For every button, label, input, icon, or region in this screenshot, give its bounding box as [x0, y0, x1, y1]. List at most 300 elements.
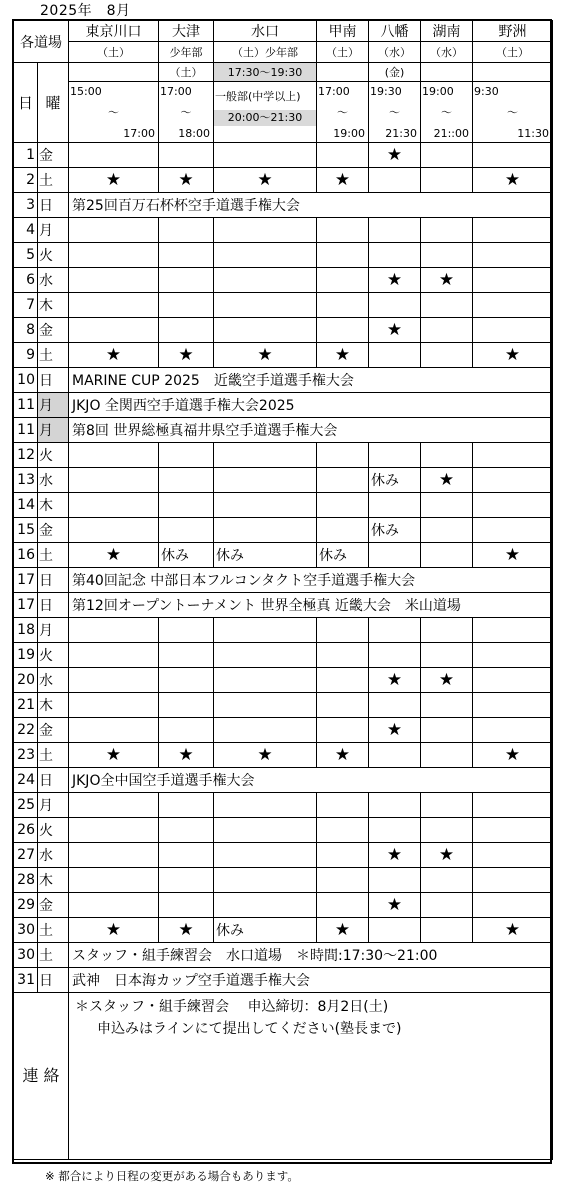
otsu-day: （土） [159, 63, 214, 82]
empty-cell [69, 243, 159, 268]
empty-cell [317, 693, 369, 718]
weekday: 金 [38, 893, 69, 918]
day-number: 16 [14, 543, 38, 568]
empty-cell [214, 818, 317, 843]
empty-cell [473, 843, 553, 868]
day-number: 4 [14, 218, 38, 243]
weekday: 水 [38, 268, 69, 293]
empty-cell [317, 893, 369, 918]
weekday: 水 [38, 468, 69, 493]
table-row [14, 568, 553, 593]
empty-cell [214, 493, 317, 518]
empty-cell [317, 293, 369, 318]
star-mark: ★ [69, 743, 159, 768]
empty-cell [214, 518, 317, 543]
day-number: 21 [14, 693, 38, 718]
weekday: 木 [38, 493, 69, 518]
day-number: 14 [14, 493, 38, 518]
contact-body [69, 993, 553, 1160]
weekday: 日 [38, 968, 69, 993]
table-row [14, 843, 553, 868]
empty-cell [214, 243, 317, 268]
day-header: 日 [14, 63, 38, 143]
day-number: 6 [14, 268, 38, 293]
empty-cell [369, 743, 421, 768]
empty-cell [214, 268, 317, 293]
day-number: 26 [14, 818, 38, 843]
event-cell: 第12回オープントーナメント 世界全極真 近畿大会 米山道場 [69, 593, 553, 618]
weekday: 日 [38, 368, 69, 393]
empty-cell [69, 643, 159, 668]
empty-cell [214, 868, 317, 893]
empty-cell [69, 268, 159, 293]
table-row [14, 793, 553, 818]
table-row [14, 468, 553, 493]
rest-note: 休み [369, 518, 421, 543]
empty-cell [69, 443, 159, 468]
dojo-day: 少年部 [159, 42, 214, 63]
table-row [14, 868, 553, 893]
weekday: 月 [38, 418, 69, 443]
dojo-name: 東京川口 [69, 21, 159, 42]
dojo-day: （土）少年部 [214, 42, 317, 63]
weekday: 日 [38, 768, 69, 793]
empty-cell [159, 818, 214, 843]
empty-cell [421, 518, 473, 543]
rest-note: 休み [159, 543, 214, 568]
footnote: ※ 都合により日程の変更がある場合もあります。 [45, 1169, 299, 1183]
rest-note: 休み [214, 918, 317, 943]
empty-cell [69, 693, 159, 718]
empty-cell [69, 668, 159, 693]
weekday: 月 [38, 793, 69, 818]
star-mark: ★ [369, 893, 421, 918]
contact-row [14, 993, 553, 1160]
weekday: 火 [38, 443, 69, 468]
dojo-day: （水） [369, 42, 421, 63]
weekday: 月 [38, 393, 69, 418]
empty-cell [214, 143, 317, 168]
empty-cell [473, 718, 553, 743]
empty-cell [214, 693, 317, 718]
empty-cell [159, 218, 214, 243]
weekday: 金 [38, 318, 69, 343]
table-row [14, 768, 553, 793]
empty-cell [317, 618, 369, 643]
empty-cell [214, 793, 317, 818]
table-row [14, 218, 553, 243]
table-row [14, 193, 553, 218]
dojo-name: 甲南 [317, 21, 369, 42]
empty-cell [159, 868, 214, 893]
empty-cell [473, 468, 553, 493]
empty-cell [69, 618, 159, 643]
empty-cell [369, 493, 421, 518]
weekday: 水 [38, 668, 69, 693]
weekday: 火 [38, 643, 69, 668]
day-number: 31 [14, 968, 38, 993]
table-row [14, 743, 553, 768]
star-mark: ★ [214, 168, 317, 193]
empty-cell [421, 643, 473, 668]
time-cell: 19:00 ～ 21::00 [421, 82, 473, 143]
empty-cell [159, 318, 214, 343]
empty-cell [317, 518, 369, 543]
table-row [14, 593, 553, 618]
empty-cell [369, 293, 421, 318]
empty-cell [159, 443, 214, 468]
empty-cell [317, 268, 369, 293]
day-number: 30 [14, 918, 38, 943]
day-number: 25 [14, 793, 38, 818]
empty-cell [69, 518, 159, 543]
table-row [14, 443, 553, 468]
empty-cell [369, 818, 421, 843]
empty-cell [69, 843, 159, 868]
empty-cell [69, 218, 159, 243]
star-mark: ★ [369, 718, 421, 743]
empty-cell [421, 918, 473, 943]
day-number: 24 [14, 768, 38, 793]
star-mark: ★ [473, 343, 553, 368]
empty-cell [473, 868, 553, 893]
empty-cell [421, 318, 473, 343]
empty-cell [214, 468, 317, 493]
empty-cell [159, 843, 214, 868]
empty-cell [369, 918, 421, 943]
day-number: 5 [14, 243, 38, 268]
empty-cell [317, 218, 369, 243]
day-number: 20 [14, 668, 38, 693]
day-number: 17 [14, 568, 38, 593]
event-cell: 武神 日本海カップ空手道選手権大会 [69, 968, 553, 993]
empty-cell [214, 668, 317, 693]
empty-cell [473, 518, 553, 543]
table-row [14, 918, 553, 943]
table-row [14, 268, 553, 293]
empty-cell [473, 218, 553, 243]
empty-cell [369, 618, 421, 643]
star-mark: ★ [369, 268, 421, 293]
dojo-name: 野洲 [473, 21, 553, 42]
empty-cell [421, 618, 473, 643]
weekday: 水 [38, 843, 69, 868]
day-number: 8 [14, 318, 38, 343]
empty-cell [317, 468, 369, 493]
table-row [14, 518, 553, 543]
star-mark: ★ [317, 743, 369, 768]
empty-cell [214, 318, 317, 343]
empty-cell [159, 618, 214, 643]
table-row [14, 393, 553, 418]
weekday: 土 [38, 743, 69, 768]
day-number: 10 [14, 368, 38, 393]
table-row [14, 168, 553, 193]
time-cell: 17:00 ～ 18:00 [159, 82, 214, 143]
star-mark: ★ [369, 143, 421, 168]
star-mark: ★ [317, 168, 369, 193]
dojo-day: （土） [317, 42, 369, 63]
rest-note: 休み [317, 543, 369, 568]
empty-cell [214, 643, 317, 668]
empty-cell [421, 818, 473, 843]
table-row [14, 693, 553, 718]
day-number: 23 [14, 743, 38, 768]
rest-note: 休み [214, 543, 317, 568]
empty-cell [473, 443, 553, 468]
empty-cell [317, 443, 369, 468]
star-mark: ★ [473, 918, 553, 943]
table-row [14, 943, 553, 968]
weekday: 火 [38, 818, 69, 843]
empty-cell [214, 218, 317, 243]
weekday: 木 [38, 693, 69, 718]
rest-note: 休み [369, 468, 421, 493]
weekday: 日 [38, 568, 69, 593]
empty-cell [421, 793, 473, 818]
weekday: 木 [38, 293, 69, 318]
day-number: 12 [14, 443, 38, 468]
empty-cell [369, 643, 421, 668]
empty-cell [369, 218, 421, 243]
empty-cell [317, 718, 369, 743]
day-number: 22 [14, 718, 38, 743]
empty-cell [473, 818, 553, 843]
day-number: 2 [14, 168, 38, 193]
event-cell: JKJO全中国空手道選手権大会 [69, 768, 553, 793]
empty-cell [473, 143, 553, 168]
empty-cell [159, 493, 214, 518]
event-cell: 第40回記念 中部日本フルコンタクト空手道選手権大会 [69, 568, 553, 593]
table-row [14, 418, 553, 443]
day-number: 30 [14, 943, 38, 968]
star-mark: ★ [159, 168, 214, 193]
empty-cell [214, 893, 317, 918]
empty-cell [421, 293, 473, 318]
empty-cell [421, 168, 473, 193]
table-row [14, 368, 553, 393]
yawata-day: (金) [369, 63, 421, 82]
star-mark: ★ [159, 918, 214, 943]
time-cell: 19:30 ～ 21:30 [369, 82, 421, 143]
weekday: 火 [38, 243, 69, 268]
empty-cell [473, 693, 553, 718]
corner-label: 各道場 [14, 21, 69, 63]
table-row [14, 243, 553, 268]
empty-cell [159, 268, 214, 293]
star-mark: ★ [421, 843, 473, 868]
dojo-name: 大津 [159, 21, 214, 42]
time-cell: 15:00 ～ 17:00 [69, 82, 159, 143]
empty-cell [473, 243, 553, 268]
empty-cell [369, 443, 421, 468]
star-mark: ★ [473, 543, 553, 568]
empty-cell [421, 243, 473, 268]
empty-cell [159, 293, 214, 318]
empty-cell [159, 718, 214, 743]
empty-cell [473, 643, 553, 668]
contact-line: 申込みはラインにて提出してください(塾長まで) [97, 1021, 402, 1037]
empty-cell [214, 618, 317, 643]
empty-cell [159, 668, 214, 693]
star-mark: ★ [421, 268, 473, 293]
table-row [14, 293, 553, 318]
empty-cell [159, 893, 214, 918]
empty-cell [473, 493, 553, 518]
empty-cell [159, 643, 214, 668]
dojo-name: 水口 [214, 21, 317, 42]
empty-cell [69, 318, 159, 343]
table-row [14, 668, 553, 693]
star-mark: ★ [369, 668, 421, 693]
weekday: 土 [38, 543, 69, 568]
empty-cell [369, 343, 421, 368]
empty-cell [421, 718, 473, 743]
day-number: 7 [14, 293, 38, 318]
star-mark: ★ [159, 743, 214, 768]
dojo-day: （水） [421, 42, 473, 63]
star-mark: ★ [159, 343, 214, 368]
table-row [14, 968, 553, 993]
star-mark: ★ [317, 343, 369, 368]
star-mark: ★ [214, 343, 317, 368]
empty-cell [421, 493, 473, 518]
event-cell: スタッフ・組手練習会 水口道場 ＊時間:17:30～21:00 [69, 943, 553, 968]
empty-cell [317, 243, 369, 268]
empty-cell [159, 793, 214, 818]
weekday: 土 [38, 918, 69, 943]
empty-cell [69, 793, 159, 818]
empty-cell [69, 818, 159, 843]
weekday: 金 [38, 718, 69, 743]
star-mark: ★ [473, 743, 553, 768]
empty-cell [159, 243, 214, 268]
empty-cell [69, 718, 159, 743]
empty-cell [421, 693, 473, 718]
weekday-header: 曜 [38, 63, 69, 143]
weekday: 土 [38, 168, 69, 193]
empty-cell [69, 143, 159, 168]
empty-cell [317, 818, 369, 843]
empty-cell [421, 443, 473, 468]
weekday: 木 [38, 868, 69, 893]
empty-cell [317, 868, 369, 893]
star-mark: ★ [69, 543, 159, 568]
star-mark: ★ [69, 918, 159, 943]
weekday: 月 [38, 218, 69, 243]
star-mark: ★ [214, 743, 317, 768]
table-row [14, 893, 553, 918]
day-number: 19 [14, 643, 38, 668]
day-number: 9 [14, 343, 38, 368]
day-number: 29 [14, 893, 38, 918]
page-title: 2025年 8月 [40, 3, 131, 19]
empty-cell [421, 893, 473, 918]
star-mark: ★ [69, 343, 159, 368]
star-mark: ★ [369, 843, 421, 868]
weekday: 日 [38, 193, 69, 218]
time-cell: 17:00 ～ 19:00 [317, 82, 369, 143]
empty-cell [421, 143, 473, 168]
table-row [14, 818, 553, 843]
weekday: 日 [38, 593, 69, 618]
star-mark: ★ [421, 468, 473, 493]
weekday: 月 [38, 618, 69, 643]
empty-cell [69, 293, 159, 318]
table-row [14, 543, 553, 568]
day-number: 28 [14, 868, 38, 893]
weekday: 金 [38, 518, 69, 543]
star-mark: ★ [369, 318, 421, 343]
empty-cell [317, 318, 369, 343]
empty-cell [214, 718, 317, 743]
empty-cell [473, 793, 553, 818]
contact-line: ＊スタッフ・組手練習会 申込締切：8月2日(土) [75, 999, 389, 1015]
dojo-day: （土） [473, 42, 553, 63]
empty-cell [69, 493, 159, 518]
day-number: 11 [14, 418, 38, 443]
star-mark: ★ [473, 168, 553, 193]
empty-cell [369, 543, 421, 568]
empty-cell [421, 343, 473, 368]
empty-cell [473, 318, 553, 343]
day-number: 3 [14, 193, 38, 218]
empty-cell [369, 168, 421, 193]
star-mark: ★ [421, 668, 473, 693]
minakuchi-time: 17:30～19:30 [214, 63, 317, 82]
empty-cell [159, 143, 214, 168]
empty-cell [473, 893, 553, 918]
star-mark: ★ [69, 168, 159, 193]
dojo-name: 湖南 [421, 21, 473, 42]
day-number: 18 [14, 618, 38, 643]
empty-cell [369, 693, 421, 718]
event-cell: JKJO 全関西空手道選手権大会2025 [69, 393, 553, 418]
empty-cell [317, 793, 369, 818]
event-cell: 第8回 世界総極真福井県空手道選手権大会 [69, 418, 553, 443]
day-number: 17 [14, 593, 38, 618]
table-row [14, 618, 553, 643]
time-cell: 9:30 ～ 11:30 [473, 82, 553, 143]
table-row [14, 318, 553, 343]
empty-cell [473, 618, 553, 643]
time-cell: 一般部(中学以上) 20:00～21:30 [214, 82, 317, 143]
day-number: 1 [14, 143, 38, 168]
star-mark: ★ [317, 918, 369, 943]
day-number: 27 [14, 843, 38, 868]
empty-cell [421, 543, 473, 568]
table-row [14, 493, 553, 518]
empty-cell [69, 468, 159, 493]
weekday: 金 [38, 143, 69, 168]
empty-cell [421, 743, 473, 768]
weekday: 土 [38, 943, 69, 968]
empty-cell [317, 143, 369, 168]
schedule-table [13, 20, 553, 1160]
empty-cell [69, 868, 159, 893]
empty-cell [214, 443, 317, 468]
table-row [14, 343, 553, 368]
dojo-name: 八幡 [369, 21, 421, 42]
dojo-day: （土） [69, 42, 159, 63]
contact-label: 連 絡 [14, 993, 69, 1160]
day-number: 11 [14, 393, 38, 418]
event-cell: 第25回百万石杯杯空手道選手権大会 [69, 193, 553, 218]
empty-cell [421, 218, 473, 243]
empty-cell [369, 868, 421, 893]
empty-cell [473, 268, 553, 293]
weekday: 土 [38, 343, 69, 368]
